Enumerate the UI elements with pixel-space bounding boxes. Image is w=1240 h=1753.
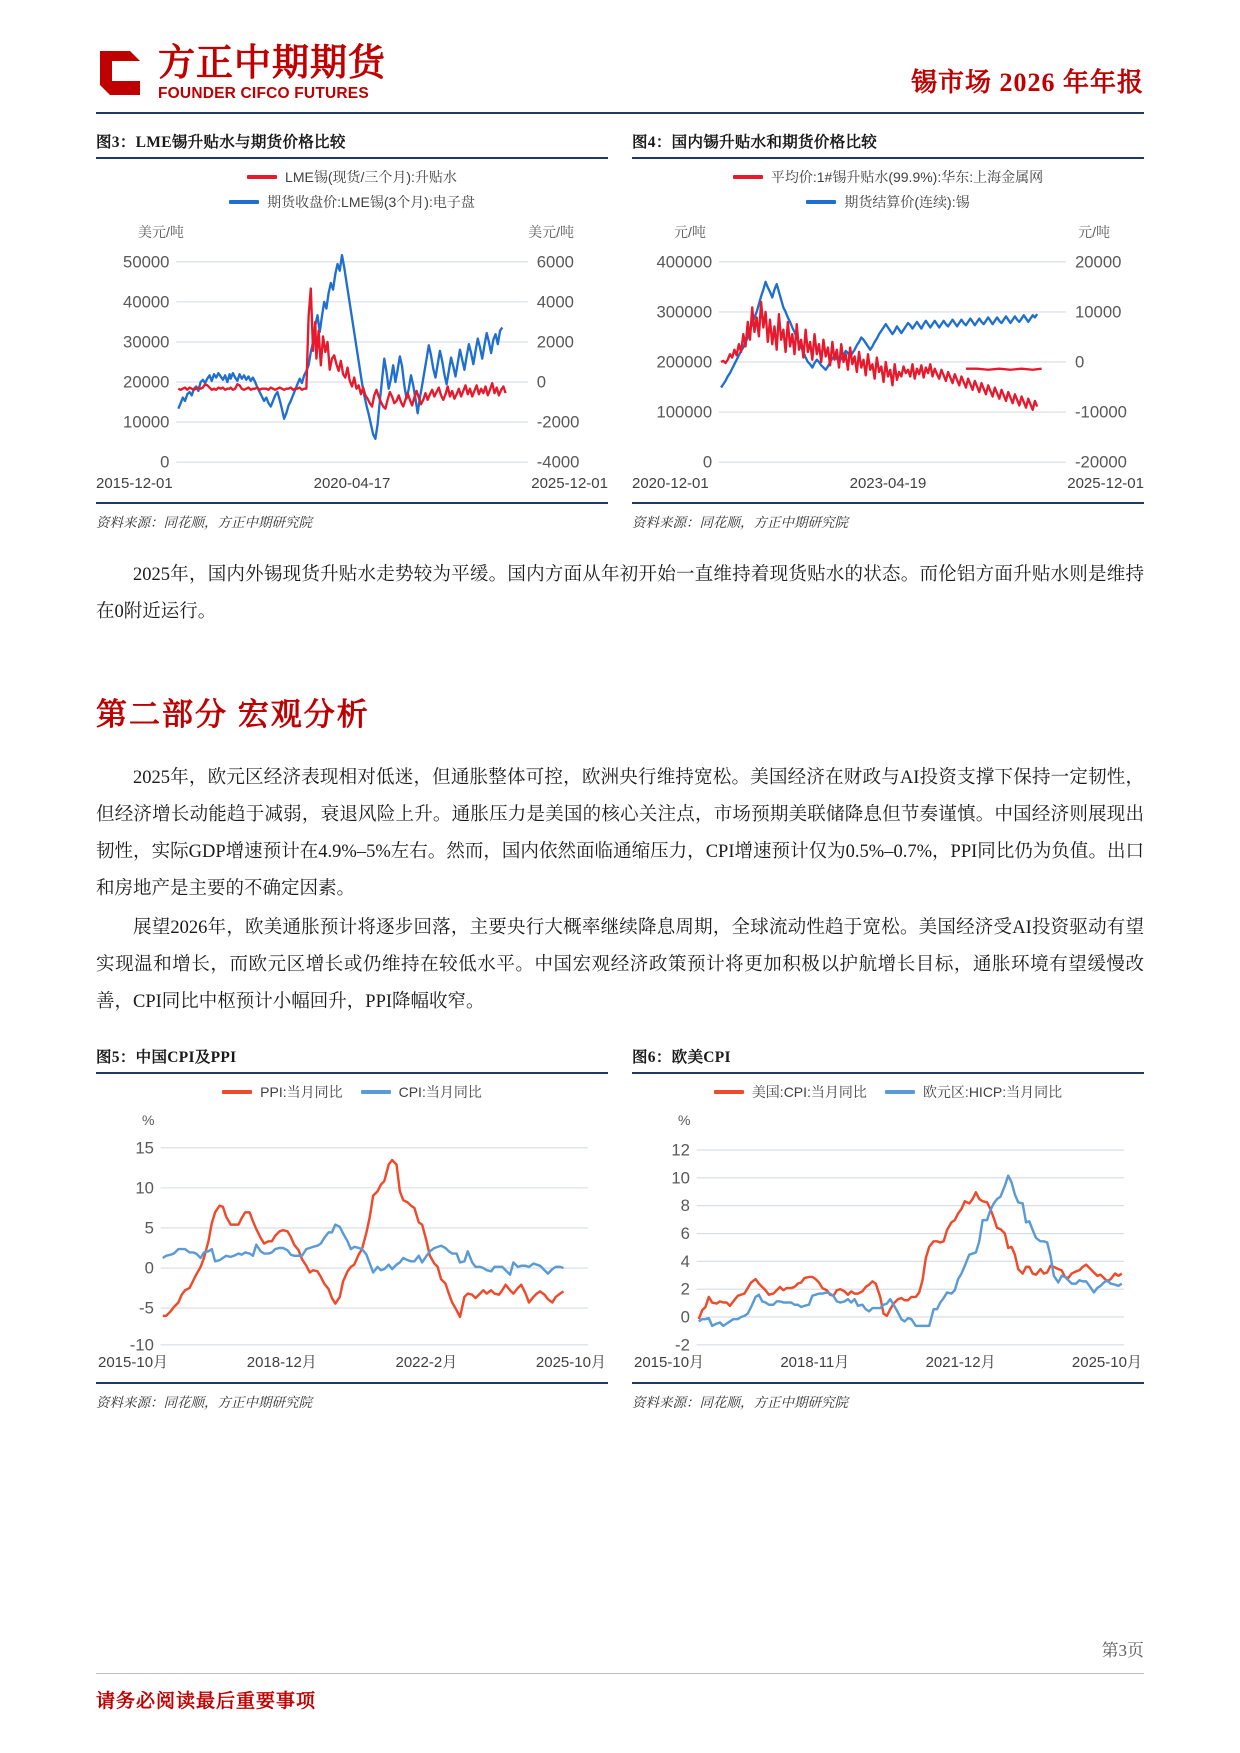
legend-swatch-icon: [733, 175, 763, 179]
legend-item: [247, 167, 457, 187]
y-axis-left-ticks: [656, 252, 712, 471]
svg-text:4000: 4000: [536, 291, 574, 311]
x-tick-label: 2020-12-01: [632, 475, 709, 493]
y-axis-unit-left: 美元/吨: [138, 223, 184, 240]
svg-text:2000: 2000: [536, 332, 574, 352]
x-tick-label: 2015-10月: [634, 1353, 705, 1371]
figure-5: [96, 1045, 608, 1411]
series-line-premium: [178, 288, 505, 408]
figure-4-legend: [632, 167, 1144, 212]
svg-text:400000: 400000: [656, 251, 713, 271]
y-axis-unit-right: 元/吨: [1078, 223, 1110, 240]
figure-5-plot: [96, 1130, 608, 1353]
paragraph-1: 2025年，国内外锡现货升贴水走势较为平缓。国内方面从年初开始一直维持着现货贴水的状态。而伦铝方面升贴水则是维持在0附近运行。: [96, 565, 1144, 623]
svg-text:300000: 300000: [656, 301, 713, 321]
svg-text:-2000: -2000: [536, 412, 580, 432]
series-line-futures: [178, 255, 502, 439]
svg-text:10000: 10000: [1074, 301, 1122, 321]
x-tick-label: 2025-10月: [1071, 1353, 1142, 1371]
svg-text:20000: 20000: [1074, 251, 1122, 271]
legend-label: 欧元区:HICP:当月同比: [922, 1084, 1063, 1101]
y-axis-ticks: [130, 1139, 154, 1353]
y-axis-left-ticks: [123, 252, 169, 471]
figure-3-title: 图3：LME锡升贴水与期货价格比较: [96, 133, 346, 151]
legend-item: [229, 192, 475, 212]
figure-6-x-labels: [632, 1351, 1144, 1372]
figure-6-plot: [632, 1130, 1144, 1353]
legend-label: PPI:当月同比: [260, 1084, 343, 1101]
svg-text:0: 0: [702, 452, 713, 472]
svg-text:10: 10: [671, 1168, 690, 1188]
figure-3-legend: [96, 167, 608, 212]
legend-item: [222, 1082, 342, 1102]
svg-text:10000: 10000: [123, 412, 170, 432]
y-axis-unit-left: 元/吨: [674, 223, 706, 240]
figure-4-svg: [632, 244, 1144, 478]
legend-item: [361, 1082, 482, 1102]
figure-3-svg: [96, 244, 608, 478]
svg-text:50000: 50000: [123, 251, 170, 271]
figure-5-title: 图5：中国CPI及PPI: [96, 1049, 237, 1067]
series-line-cpi: [163, 1225, 564, 1275]
svg-text:0: 0: [1074, 352, 1085, 372]
paragraph-block-1: [96, 557, 1144, 631]
logo-mark-icon: [96, 47, 148, 99]
svg-text:-2: -2: [675, 1335, 690, 1353]
svg-text:100000: 100000: [656, 402, 713, 422]
figure-3-plot: [96, 244, 608, 478]
svg-text:12: 12: [671, 1140, 690, 1160]
page-header: [96, 0, 1144, 114]
page-number: 第3页: [1101, 1641, 1144, 1660]
svg-text:30000: 30000: [123, 332, 170, 352]
figure-5-source: 资料来源：同花顺，方正中期研究院: [96, 1382, 608, 1411]
gridlines: [697, 1150, 1124, 1345]
figure-4-axis-units: [632, 212, 1144, 244]
legend-swatch-icon: [806, 200, 836, 204]
x-tick-label: 2020-04-17: [313, 475, 391, 493]
figure-3-x-labels: [96, 475, 608, 492]
series-line-ppi: [163, 1160, 564, 1317]
company-logo: [96, 44, 386, 102]
x-tick-label: 2022-2月: [395, 1353, 458, 1371]
svg-text:-20000: -20000: [1074, 452, 1127, 472]
svg-text:0: 0: [160, 452, 170, 472]
x-tick-label: 2025-12-01: [531, 475, 608, 493]
legend-item: [714, 1082, 867, 1102]
footer-disclaimer: 请务必阅读最后重要事项: [96, 1691, 317, 1712]
svg-text:5: 5: [144, 1218, 154, 1238]
legend-item: [806, 192, 969, 212]
y-axis-right-ticks: [1075, 252, 1127, 471]
figure-6-title: 图6：欧美CPI: [632, 1049, 731, 1067]
figure-5-svg: [96, 1130, 608, 1353]
figure-3-axis-units: [96, 212, 608, 244]
legend-swatch-icon: [247, 175, 277, 179]
figure-6: [632, 1045, 1144, 1411]
figure-4-x-labels: [632, 475, 1144, 492]
legend-swatch-icon: [222, 1090, 252, 1094]
figure-6-svg: [632, 1130, 1144, 1353]
svg-text:0: 0: [144, 1258, 154, 1278]
legend-label: 平均价:1#锡升贴水(99.9%):华东:上海金属网: [770, 168, 1044, 185]
x-tick-label: 2018-11月: [780, 1353, 850, 1371]
x-tick-label: 2023-04-19: [849, 475, 927, 493]
series-line-premium-tail: [966, 368, 1042, 369]
figure-5-x-labels: [96, 1351, 608, 1372]
svg-text:-5: -5: [139, 1298, 154, 1318]
figure-4-plot: [632, 244, 1144, 478]
legend-swatch-icon: [361, 1090, 391, 1094]
svg-text:10: 10: [135, 1178, 154, 1198]
figure-6-axis-unit: %: [678, 1112, 691, 1129]
svg-text:20000: 20000: [123, 372, 170, 392]
gridlines: [176, 261, 528, 461]
figure-4: [632, 130, 1144, 532]
legend-label: CPI:当月同比: [398, 1084, 482, 1101]
svg-text:-4000: -4000: [536, 452, 580, 472]
legend-label: 期货结算价(连续):锡: [844, 193, 970, 210]
svg-text:0: 0: [536, 372, 547, 392]
gridlines: [161, 1148, 588, 1345]
figure-6-source: 资料来源：同花顺，方正中期研究院: [632, 1382, 1144, 1411]
legend-swatch-icon: [714, 1090, 744, 1094]
legend-label: LME锡(现货/三个月):升贴水: [285, 168, 457, 185]
figure-6-legend: [632, 1082, 1144, 1102]
y-axis-unit-right: 美元/吨: [528, 223, 574, 240]
figure-5-axis-unit: %: [142, 1112, 155, 1129]
paragraph-3: 展望2026年，欧美通胀预计将逐步回落，主要央行大概率继续降息周期，全球流动性趋于宽松。美国经济受AI投资驱动有望实现温和增长，而欧元区增长或仍维持在较低水平。中国宏观经济政策预计将更加积极以护航增长目标，通胀环境有望缓慢改善，CPI同比中枢预计小幅回升，PPI降幅收窄。: [96, 918, 1144, 1013]
svg-text:4: 4: [680, 1252, 690, 1272]
y-axis-right-ticks: [537, 252, 580, 471]
x-tick-label: 2015-10月: [98, 1353, 169, 1371]
brand-name-en: FOUNDER CIFCO FUTURES: [158, 85, 369, 102]
svg-text:200000: 200000: [656, 352, 713, 372]
series-line-eu-hicp: [699, 1176, 1122, 1326]
figure-3-source: 资料来源：同花顺，方正中期研究院: [96, 502, 608, 531]
figure-4-title: 图4：国内锡升贴水和期货价格比较: [632, 133, 878, 151]
svg-text:15: 15: [135, 1138, 154, 1158]
legend-swatch-icon: [229, 200, 259, 204]
svg-text:40000: 40000: [123, 291, 170, 311]
legend-label: 期货收盘价:LME锡(3个月):电子盘: [267, 193, 475, 210]
document-title: 锡市场 2026 年年报: [910, 67, 1144, 97]
y-axis-ticks: [671, 1141, 690, 1353]
brand-name-cn: 方正中期期货: [158, 42, 386, 83]
figure-5-legend: [96, 1082, 608, 1102]
x-tick-label: 2025-10月: [535, 1353, 606, 1371]
svg-text:8: 8: [680, 1196, 690, 1216]
figure-4-source: 资料来源：同花顺，方正中期研究院: [632, 502, 1144, 531]
x-tick-label: 2015-12-01: [96, 475, 173, 493]
legend-swatch-icon: [885, 1090, 915, 1094]
svg-text:6: 6: [680, 1224, 690, 1244]
section-heading-part2: 第二部分 宏观分析: [96, 697, 370, 733]
svg-text:-10000: -10000: [1074, 402, 1127, 422]
legend-label: 美国:CPI:当月同比: [751, 1084, 867, 1101]
x-tick-label: 2021-12月: [925, 1353, 996, 1371]
paragraph-block-2: [96, 760, 1144, 1021]
paragraph-2: 2025年，欧元区经济表现相对低迷，但通胀整体可控，欧洲央行维持宽松。美国经济在财政与AI投资支撑下保持一定韧性，但经济增长动能趋于减弱，衰退风险上升。通胀压力是美国的核心关注点，市场预期美联储降息但节奏谨慎。中国经济则展现出韧性，实际GDP增速预计在4.9%–5%左右。然而，国内依然面临通缩压力，CPI增速预计仅为0.5%–0.7%，PPI同比仍为负值。出口和房地产是主要的不确定因素。: [96, 768, 1144, 900]
x-tick-label: 2018-12月: [246, 1353, 317, 1371]
svg-text:0: 0: [680, 1307, 690, 1327]
figure-row-bottom: [96, 1045, 1144, 1411]
figure-row-top: [96, 130, 1144, 532]
legend-item: [885, 1082, 1062, 1102]
svg-text:-10: -10: [129, 1335, 154, 1353]
legend-item: [733, 167, 1043, 187]
svg-text:2: 2: [680, 1279, 690, 1299]
page-footer: [96, 1673, 1144, 1713]
x-tick-label: 2025-12-01: [1067, 475, 1144, 493]
svg-text:6000: 6000: [536, 251, 574, 271]
figure-3: [96, 130, 608, 532]
